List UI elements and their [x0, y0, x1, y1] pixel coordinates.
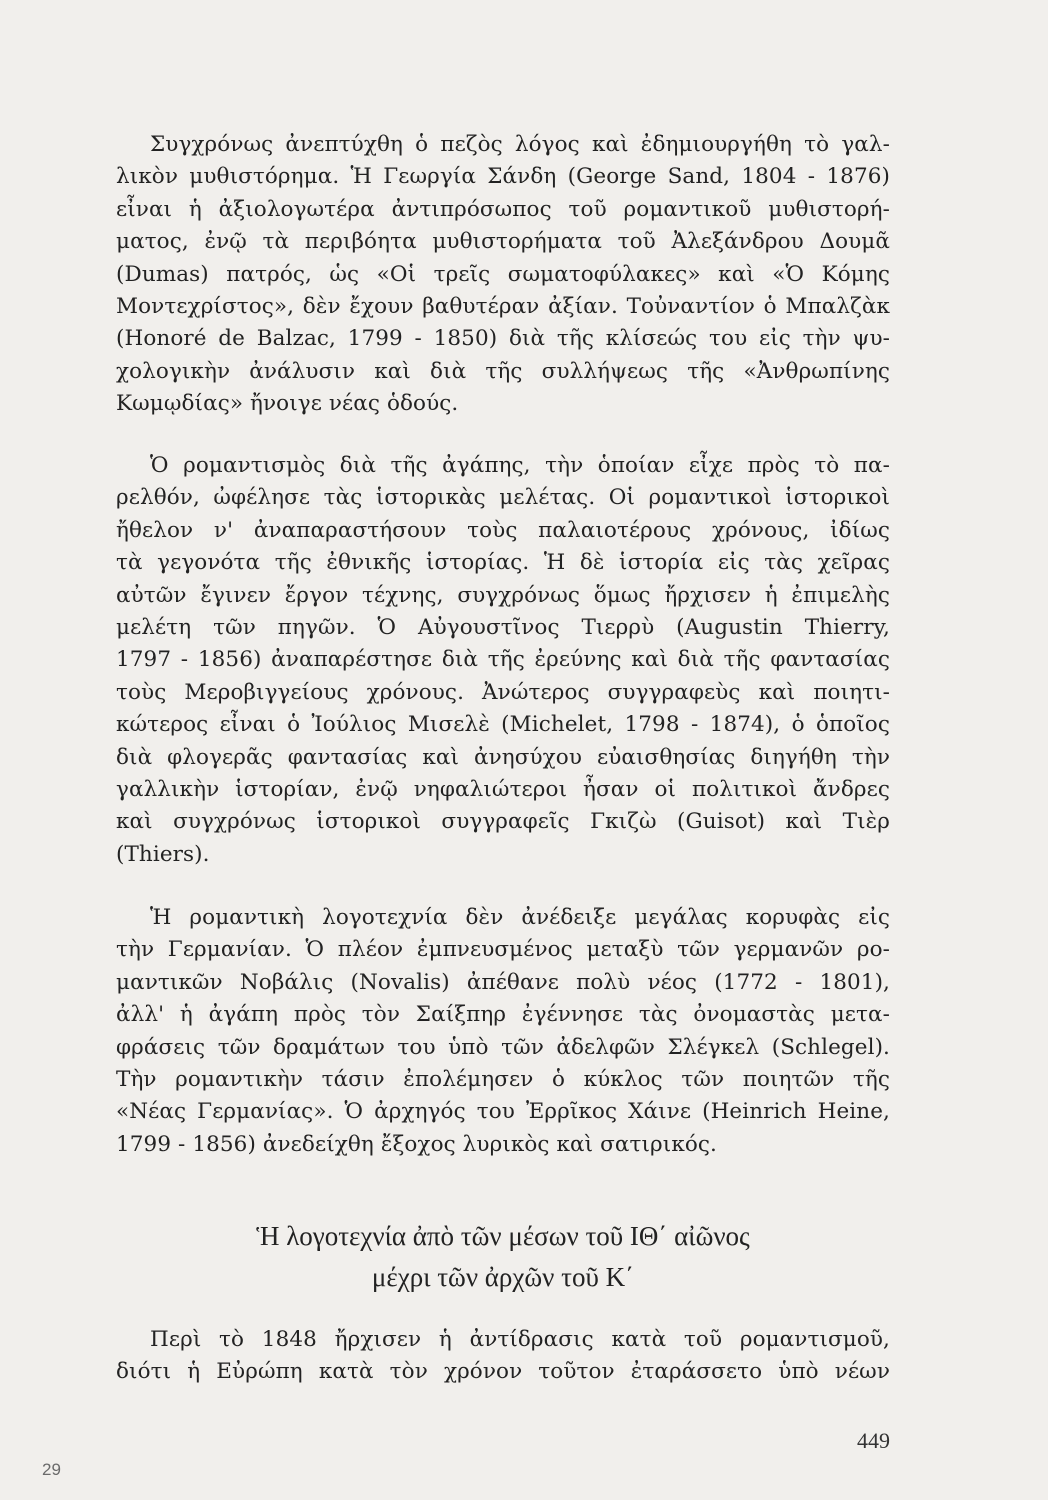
text-line: κώτερος εἶναι ὁ Ἰούλιος Μισελὲ (Michelet, 1798 - 1874), ὁ ὁποῖος	[116, 712, 890, 738]
text-line: μελέτη τῶν πηγῶν. Ὁ Αὐγουστῖνος Τιερρὺ (Augustin Thierry,	[116, 614, 890, 640]
text-line: διότι ἡ Εὐρώπη κατὰ τὸν χρόνον τοῦτον ἐταράσσετο ὑπὸ νέων	[116, 1359, 890, 1385]
section-heading-line-1: Ἡ λογοτεχνία ἀπὸ τῶν μέσων τοῦ ΙΘ΄ αἰῶνος	[256, 1221, 750, 1251]
text-line: Συγχρόνως ἀνεπτύχθη ὁ πεζὸς λόγος καὶ ἐδημιουργήθη τὸ γαλ-	[150, 132, 890, 157]
text-line: γαλλικὴν ἱστορίαν, ἐνῷ νηφαλιώτεροι ἦσαν οἱ πολιτικοὶ ἄνδρες	[116, 776, 890, 802]
text-line: χολογικὴν ἀνάλυσιν καὶ διὰ τῆς συλλήψεως τῆς «Ἀνθρωπίνης	[116, 358, 890, 384]
text-line: 1799 - 1856) ἀνεδείχθη ἔξοχος λυρικὸς καὶ σατιρικός.	[116, 1131, 717, 1157]
text-line: (Dumas) πατρός, ὡς «Οἱ τρεῖς σωματοφύλακες» καὶ «Ὁ Κόμης	[116, 261, 890, 287]
section-heading-line-2: μέχρι τῶν ἀρχῶν τοῦ Κ΄	[371, 1262, 635, 1292]
text-line: διὰ φλογερᾶς φαντασίας καὶ ἀνησύχου εὐαισθησίας διηγήθη τὴν	[116, 744, 890, 770]
paragraph-french-novel	[116, 129, 890, 421]
text-line: τοὺς Μεροβιγγείους χρόνους. Ἀνώτερος συγγραφεὺς καὶ ποιητι-	[116, 679, 890, 705]
gathering-number: 29	[42, 1460, 61, 1479]
text-line: φράσεις τῶν δραμάτων του ὑπὸ τῶν ἀδελφῶν Σλέγκελ (Schlegel).	[116, 1034, 890, 1060]
text-line: αὐτῶν ἔγινεν ἔργον τέχνης, συγχρόνως ὅμως ἤρχισεν ἡ ἐπιμελὴς	[116, 582, 890, 608]
text-line: καὶ συγχρόνως ἱστορικοὶ συγγραφεῖς Γκιζὼ (Guisot) καὶ Τιὲρ	[116, 809, 890, 835]
text-line: ἀλλ' ἡ ἀγάπη πρὸς τὸν Σαίξπηρ ἐγέννησε τὰς ὀνομαστὰς μετα-	[116, 1002, 890, 1028]
text-line: μαντικῶν Νοβάλις (Novalis) ἀπέθανε πολὺ νέος (1772 - 1801),	[116, 969, 890, 995]
text-line: ματος, ἐνῷ τὰ περιβόητα μυθιστορήματα τοῦ Ἀλεξάνδρου Δουμᾶ	[116, 229, 890, 255]
text-line: ἤθελον ν' ἀναπαραστήσουν τοὺς παλαιοτέρους χρόνους, ἰδίως	[116, 517, 890, 543]
text-line: Κωμῳδίας» ἤνοιγε νέας ὁδούς.	[116, 391, 459, 417]
paragraph-romantic-historians	[116, 450, 890, 871]
text-line: 1797 - 1856) ἀναπαρέστησε διὰ τῆς ἐρεύνης καὶ διὰ τῆς φαντασίας	[116, 647, 890, 673]
text-line: Περὶ τὸ 1848 ἤρχισεν ἡ ἀντίδρασις κατὰ τοῦ ρομαντισμοῦ,	[150, 1327, 890, 1352]
paragraph-reaction-1848	[116, 1324, 890, 1389]
text-line: εἶναι ἡ ἀξιολογωτέρα ἀντιπρόσωπος τοῦ ρομαντικοῦ μυθιστορή-	[116, 196, 890, 222]
text-line: Μοντεχρίστος», δὲν ἔχουν βαθυτέραν ἀξίαν. Τοὐναντίον ὁ Μπαλζὰκ	[116, 293, 890, 319]
text-line: Ἡ ρομαντικὴ λογοτεχνία δὲν ἀνέδειξε μεγάλας κορυφὰς εἰς	[150, 905, 890, 930]
text-line: τὰ γεγονότα τῆς ἐθνικῆς ἱστορίας. Ἡ δὲ ἱστορία εἰς τὰς χεῖρας	[116, 550, 890, 576]
paragraph-german-romanticism	[116, 902, 890, 1161]
text-line: τὴν Γερμανίαν. Ὁ πλέον ἐμπνευσμένος μεταξὺ τῶν γερμανῶν ρο-	[116, 937, 890, 963]
text-line: Τὴν ρομαντικὴν τάσιν ἐπολέμησεν ὁ κύκλος τῶν ποιητῶν τῆς	[116, 1066, 890, 1092]
page-number: 449	[857, 1428, 890, 1453]
text-line: ρελθόν, ὠφέλησε τὰς ἱστορικὰς μελέτας. Οἱ ρομαντικοὶ ἱστορικοὶ	[116, 485, 890, 511]
section-heading	[116, 1216, 890, 1298]
text-line: Ὁ ρομαντισμὸς διὰ τῆς ἀγάπης, τὴν ὁποίαν εἶχε πρὸς τὸ πα-	[150, 453, 890, 478]
text-line: λικὸν μυθιστόρημα. Ἡ Γεωργία Σάνδη (George Sand, 1804 - 1876)	[116, 164, 890, 190]
text-line: «Νέας Γερμανίας». Ὁ ἀρχηγός του Ἐρρῖκος Χάινε (Heinrich Heine,	[116, 1099, 890, 1125]
text-line: (Honoré de Balzac, 1799 - 1850) διὰ τῆς κλίσεώς του εἰς τὴν ψυ-	[116, 326, 890, 352]
text-line: (Thiers).	[116, 841, 210, 867]
